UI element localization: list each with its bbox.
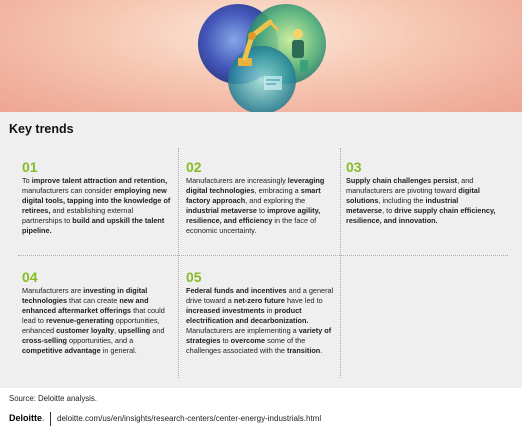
- grid-divider-vertical: [178, 148, 179, 378]
- trend-text: [22, 176, 174, 236]
- trend-text-segment: have led to: [284, 296, 323, 305]
- trend-text-segment: to: [256, 206, 268, 215]
- trend-number: 05: [186, 269, 202, 285]
- hero-banner: [0, 0, 522, 112]
- trend-text: [186, 176, 338, 236]
- trend-text: [22, 286, 174, 356]
- trend-text-bold: transition: [287, 346, 321, 355]
- trend-cell: [346, 160, 498, 226]
- trend-text-bold: Supply chain challenges persist: [346, 176, 458, 185]
- trend-text-segment: opportunities, enhanced: [22, 316, 160, 335]
- trend-text-bold: competitive advantage: [22, 346, 101, 355]
- trend-text-bold: overcome: [230, 336, 266, 345]
- trend-text-segment: and: [150, 326, 165, 335]
- trend-text-bold: drive supply chain efficiency, resilience, and innovation.: [346, 206, 496, 225]
- trend-text-segment: , and exploring the: [245, 196, 306, 205]
- venn-circle-bottom: [228, 46, 296, 112]
- trend-text-segment: To: [22, 176, 32, 185]
- trend-text-segment: that could lead to: [22, 306, 165, 325]
- footer-url-link[interactable]: deloitte.com/us/en/insights/research-centers/center-energy-industrials.html: [57, 414, 322, 423]
- trend-text-bold: employing new digital tools, tapping into the knowledge of retirees,: [22, 186, 171, 215]
- trend-text-bold: improve talent attraction and retention,: [31, 176, 168, 185]
- trend-text-segment: some of the challenges associated with the: [186, 336, 306, 355]
- trend-text-bold: upselling: [118, 326, 151, 335]
- trend-text-bold: increased investments: [186, 306, 265, 315]
- key-trends-panel: [0, 112, 522, 388]
- trend-number: 01: [22, 159, 38, 175]
- grid-divider-vertical: [340, 148, 341, 378]
- trend-text-segment: and a general drive toward a: [186, 286, 334, 305]
- trend-cell: [186, 270, 338, 356]
- deloitte-logo: [9, 413, 45, 423]
- trend-text-bold: smart factory approach: [186, 186, 321, 205]
- trend-text-bold: build and upskill the talent pipeline.: [22, 216, 165, 235]
- trend-cell: [22, 270, 174, 356]
- trend-text-segment: , to: [382, 206, 395, 215]
- footer-separator: [50, 412, 51, 426]
- trend-text-segment: , and manufacturers are pivoting toward: [346, 176, 474, 195]
- trend-number: 04: [22, 269, 38, 285]
- trend-text: [346, 176, 498, 226]
- trend-text-segment: Manufacturers are increasingly: [186, 176, 288, 185]
- dashboard-panel-illustration: [264, 76, 282, 90]
- trend-text-bold: investing in digital technologies: [22, 286, 148, 305]
- trend-text-segment: in the face of economic uncertainty.: [186, 216, 317, 235]
- trend-text-segment: .: [320, 346, 323, 355]
- trend-text-bold: Federal funds and incentives: [186, 286, 287, 295]
- logo-text: Deloitte: [9, 413, 43, 423]
- hero-illustration: [0, 0, 522, 112]
- trend-text-segment: in: [264, 306, 275, 315]
- trend-text-segment: manufacturers can consider: [22, 186, 115, 195]
- trend-text-segment: that can create: [67, 296, 120, 305]
- trends-grid: [18, 148, 508, 378]
- trend-text-segment: in general.: [100, 346, 137, 355]
- trend-text-bold: new and enhanced aftermarket offerings: [22, 296, 149, 315]
- trend-text-bold: variety of strategies: [186, 326, 332, 345]
- trend-text-segment: Manufacturers are: [22, 286, 84, 295]
- trend-text-bold: industrial metaverse: [186, 206, 257, 215]
- trend-text-segment: and establishing external partnerships to: [22, 206, 134, 225]
- trend-text-bold: improve agility, resilience, and efficiency: [186, 206, 321, 225]
- trend-text-segment: , embracing a: [254, 186, 301, 195]
- trend-text: [186, 286, 338, 356]
- trend-cell: [186, 160, 338, 236]
- grid-divider-horizontal: [18, 255, 508, 256]
- trend-text-bold: net-zero future: [233, 296, 285, 305]
- trend-text-bold: cross-selling: [22, 336, 68, 345]
- trend-text-bold: industrial metaverse: [346, 196, 459, 215]
- trend-number: 02: [186, 159, 202, 175]
- section-title: Key trends: [9, 122, 74, 136]
- trend-text-bold: customer loyalty: [56, 326, 115, 335]
- trend-cell: [22, 160, 174, 236]
- trend-text-segment: Manufacturers are implementing a: [186, 326, 299, 335]
- trend-text-segment: , including the: [378, 196, 426, 205]
- source-note: Source: Deloitte analysis.: [9, 394, 97, 403]
- trend-text-bold: product electrification and decarbonization.: [186, 306, 309, 325]
- trend-text-bold: leveraging digital technologies: [186, 176, 325, 195]
- trend-text-bold: revenue-generating: [45, 316, 114, 325]
- logo-dot: .: [42, 413, 45, 423]
- trend-number: 03: [346, 159, 362, 175]
- trend-text-segment: opportunities, and a: [67, 336, 134, 345]
- trend-text-segment: ,: [114, 326, 119, 335]
- trend-text-bold: digital solutions: [346, 186, 480, 205]
- trend-text-segment: to: [220, 336, 231, 345]
